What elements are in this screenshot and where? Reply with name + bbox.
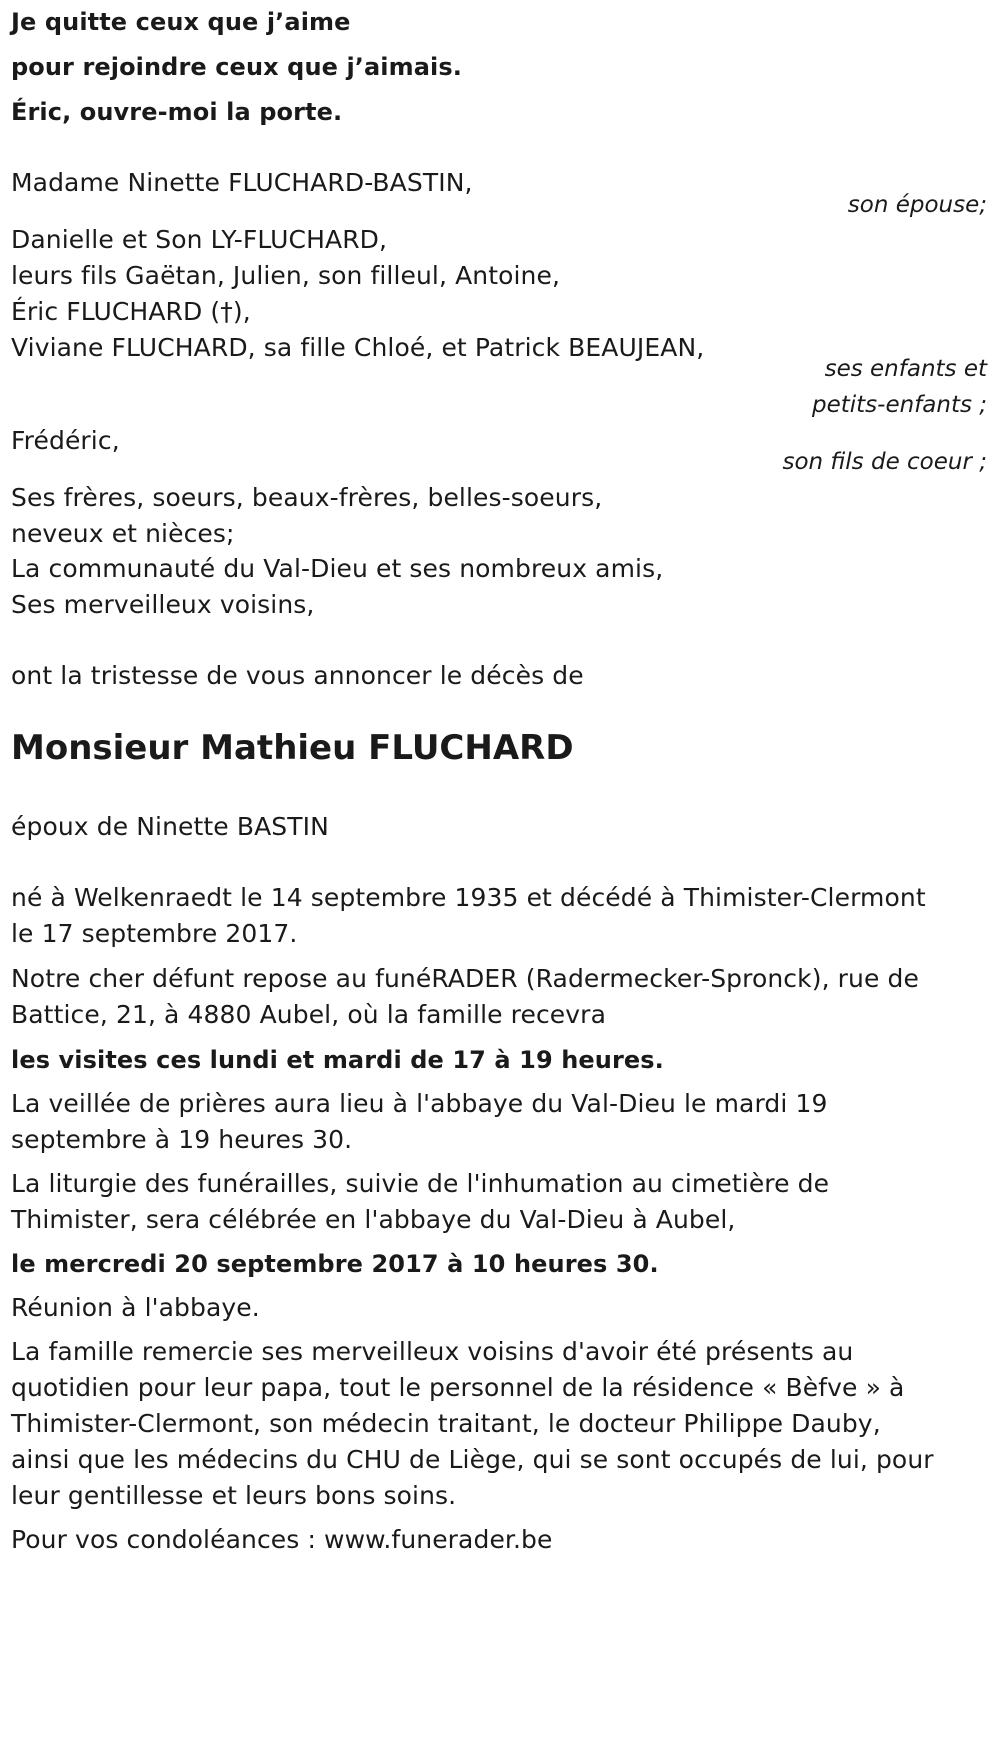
condolences: Pour vos condoléances : www.funerader.be — [11, 1525, 553, 1554]
children-role-2: petits-enfants ; — [811, 392, 987, 418]
rest-location-line-1: Notre cher défunt repose au funéRADER (Radermecker-Spronck), rue de — [11, 964, 919, 993]
announcement: ont la tristesse de vous annoncer le décès de — [11, 661, 584, 690]
liturgy-line-2: Thimister, sera célébrée en l'abbaye du Val-Dieu à Aubel, — [11, 1205, 736, 1234]
thanks-line-4: ainsi que les médecins du CHU de Liège, qui se sont occupés de lui, pour — [11, 1445, 934, 1474]
ceremony-date: le mercredi 20 septembre 2017 à 10 heures 30. — [11, 1250, 659, 1278]
birth-death-line-1: né à Welkenraedt le 14 septembre 1935 et décédé à Thimister-Clermont — [11, 883, 926, 912]
children-line-2: leurs fils Gaëtan, Julien, son filleul, Antoine, — [11, 261, 561, 290]
others-line-4: Ses merveilleux voisins, — [11, 590, 315, 619]
thanks-line-5: leur gentillesse et leurs bons soins. — [11, 1481, 457, 1510]
children-line-3: Éric FLUCHARD (†), — [11, 297, 251, 326]
liturgy-line-1: La liturgie des funérailles, suivie de l'inhumation au cimetière de — [11, 1169, 830, 1198]
rest-location-line-2: Battice, 21, à 4880 Aubel, où la famille recevra — [11, 1000, 606, 1029]
thanks-line-3: Thimister-Clermont, son médecin traitant, le docteur Philippe Dauby, — [11, 1409, 881, 1438]
children-role-1: ses enfants et — [824, 356, 987, 382]
epigraph-line-2: pour rejoindre ceux que j’aimais. — [11, 53, 462, 81]
spouse-line: Madame Ninette FLUCHARD-BASTIN, — [11, 168, 473, 197]
others-line-3: La communauté du Val-Dieu et ses nombreux amis, — [11, 554, 664, 583]
epigraph-line-3: Éric, ouvre-moi la porte. — [11, 98, 343, 126]
children-line-1: Danielle et Son LY-FLUCHARD, — [11, 225, 388, 254]
others-line-1: Ses frères, soeurs, beaux-frères, belles-soeurs, — [11, 483, 603, 512]
spouse-role: son épouse; — [847, 192, 987, 218]
thanks-line-1: La famille remercie ses merveilleux voisins d'avoir été présents au — [11, 1337, 854, 1366]
spouse-of: époux de Ninette BASTIN — [11, 812, 329, 841]
vigil-line-2: septembre à 19 heures 30. — [11, 1125, 353, 1154]
visits: les visites ces lundi et mardi de 17 à 19 heures. — [11, 1046, 664, 1074]
children-line-4: Viviane FLUCHARD, sa fille Chloé, et Patrick BEAUJEAN, — [11, 333, 705, 362]
others-line-2: neveux et nièces; — [11, 519, 235, 548]
thanks-line-2: quotidien pour leur papa, tout le personnel de la résidence « Bèfve » à — [11, 1373, 905, 1402]
heart-son-role: son fils de coeur ; — [782, 449, 987, 475]
birth-death-line-2: le 17 septembre 2017. — [11, 919, 298, 948]
epigraph-line-1: Je quitte ceux que j’aime — [11, 8, 351, 36]
meeting: Réunion à l'abbaye. — [11, 1293, 260, 1322]
deceased-name: Monsieur Mathieu FLUCHARD — [11, 728, 574, 768]
vigil-line-1: La veillée de prières aura lieu à l'abbaye du Val-Dieu le mardi 19 — [11, 1089, 828, 1118]
heart-son-line: Frédéric, — [11, 426, 120, 455]
